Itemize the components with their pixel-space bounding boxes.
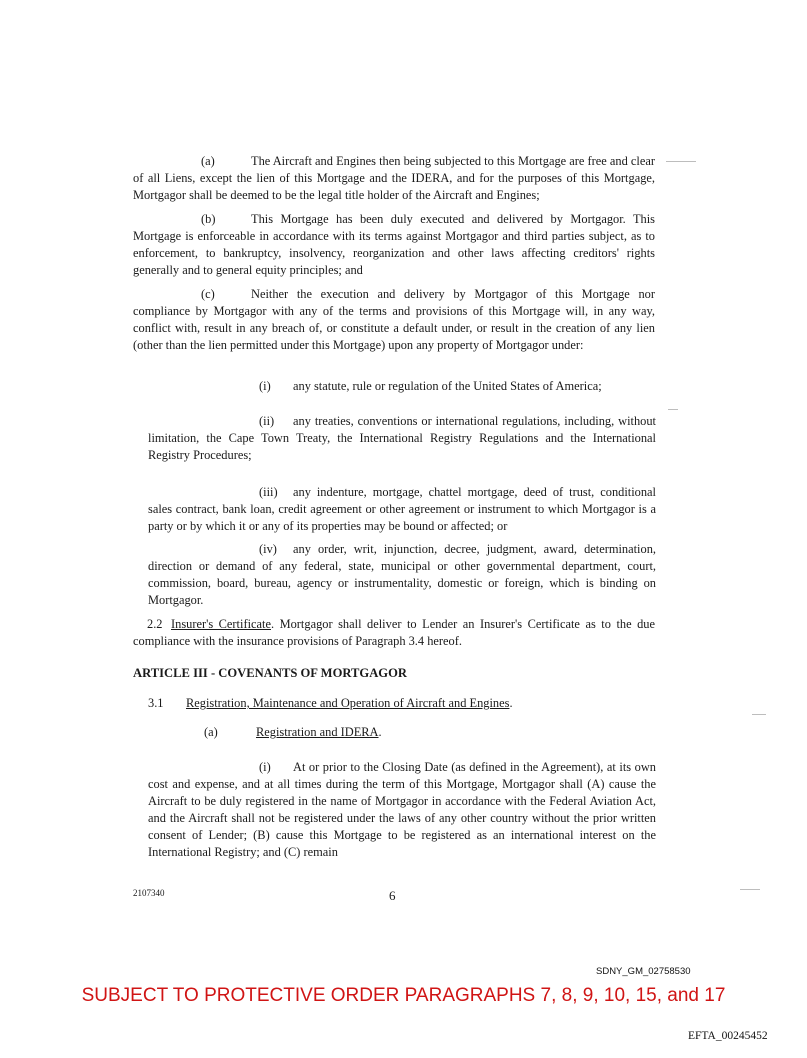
clause-iii-text: any indenture, mortgage, chattel mortgage, deed of trust, conditional sales contract, bank loan, credit agreement or other agreement or instrument to which Mortgagor is a party or by which it or any of its properties may be bound or affected; or — [148, 485, 656, 533]
section-3-1 — [148, 695, 513, 712]
paragraph-b-text: This Mortgage has been duly executed and delivered by Mortgagor. This Mortgage is enforceable in accordance with its terms against Mortgagor and third parties subject, as to enforcement, to bankruptcy, insolvency, reorganization and other laws affecting creditors' rights generally and to general equity principles; and — [133, 212, 655, 277]
paragraph-c — [133, 286, 655, 354]
paragraph-c-text: Neither the execution and delivery by Mortgagor of this Mortgage nor compliance by Mortgagor with any of the terms and provisions of this Mortgage will, in any way, conflict with, result in any breach of, or constitute a default under, or result in the creation of any lien (other than the lien permitted under this Mortgage) upon any property of Mortgagor under: — [133, 287, 655, 352]
paragraph-a — [133, 153, 655, 204]
scan-artifact — [752, 714, 766, 715]
paragraph-c-label: (c) — [201, 287, 215, 301]
bates-number: SDNY_GM_02758530 — [596, 966, 691, 977]
clause-i — [259, 378, 602, 395]
section-2-2-text: . Mortgagor shall deliver to Lender an Insurer's Certificate as to the due compliance with the insurance provisions of Paragraph 3.4 hereof. — [133, 617, 656, 648]
efta-number: EFTA_00245452 — [688, 1030, 768, 1042]
clause-ii-text: any treaties, conventions or international regulations, including, without limitation, the Cape Town Treaty, the International Registry Regulations and the International Registry Procedures; — [148, 414, 656, 462]
section-3-1-a-i — [148, 759, 656, 861]
scan-artifact — [668, 409, 678, 410]
section-2-2-title: Insurer's Certificate — [171, 617, 271, 631]
clause-iv-text: any order, writ, injunction, decree, judgment, award, determination, direction or demand of any federal, state, municipal or other governmental department, court, commission, board, bureau, agency or instrumentality, domestic or foreign, which is binding on Mortgagor. — [148, 542, 656, 607]
section-2-2 — [133, 616, 655, 650]
scan-artifact — [666, 161, 696, 162]
clause-iv — [148, 541, 656, 609]
section-3-1-number: 3.1 — [148, 696, 164, 710]
paragraph-a-text: The Aircraft and Engines then being subjected to this Mortgage are free and clear of all Liens, except the lien of this Mortgage and the IDERA, and for the purposes of this Mortgage, Mortgagor shall be deemed to be the legal title holder of the Aircraft and Engines; — [133, 154, 655, 202]
section-3-1-title: Registration, Maintenance and Operation of Aircraft and Engines — [186, 696, 510, 710]
clause-iii — [148, 484, 656, 535]
section-3-1-a — [204, 724, 382, 741]
clause-i-label: (i) — [259, 379, 271, 393]
paragraph-b — [133, 211, 655, 279]
protective-order-banner: SUBJECT TO PROTECTIVE ORDER PARAGRAPHS 7, 8, 9, 10, 15, and 17 — [81, 985, 726, 1006]
section-3-1-a-title: Registration and IDERA — [256, 725, 379, 739]
clause-ii-label: (ii) — [259, 414, 275, 428]
section-3-1-a-i-label: (i) — [259, 760, 271, 774]
section-3-1-end: . — [509, 696, 513, 710]
clause-iii-label: (iii) — [259, 485, 278, 499]
document-number: 2107340 — [133, 888, 165, 898]
paragraph-a-label: (a) — [201, 154, 215, 168]
paragraph-b-label: (b) — [201, 212, 216, 226]
section-3-1-a-label: (a) — [204, 725, 218, 739]
section-3-1-a-end: . — [378, 725, 382, 739]
page-number: 6 — [389, 888, 396, 903]
clause-iv-label: (iv) — [259, 542, 277, 556]
scan-artifact — [740, 889, 760, 890]
section-2-2-number: 2.2 — [147, 617, 163, 631]
section-3-1-a-i-text: At or prior to the Closing Date (as defined in the Agreement), at its own cost and expense, and at all times during the term of this Mortgage, Mortgagor shall (A) cause the Aircraft to be duly registered in the name of Mortgagor in accordance with the Federal Aviation Act, and the Aircraft shall not be registered under the laws of any other country without the prior written consent of Lender; (B) cause this Mortgage to be registered as an international interest on the International Registry; and (C) remain — [148, 760, 656, 859]
article-iii-heading: ARTICLE III - COVENANTS OF MORTGAGOR — [133, 666, 407, 680]
clause-ii — [148, 413, 656, 464]
clause-i-text: any statute, rule or regulation of the United States of America; — [293, 379, 602, 393]
